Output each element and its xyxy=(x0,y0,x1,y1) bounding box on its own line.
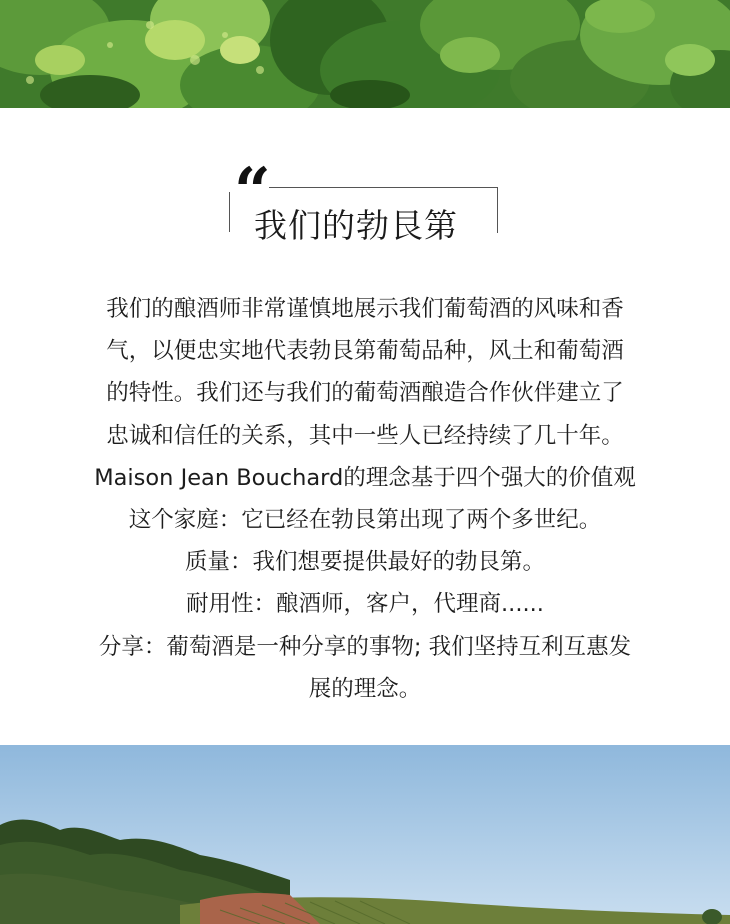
body-paragraph xyxy=(50,288,680,710)
body-line: 我们的酿酒师非常谨慎地展示我们葡萄酒的风味和香 xyxy=(106,296,624,322)
heading-frame-right xyxy=(497,187,498,233)
body-line: Maison Jean Bouchard的理念基于四个强大的价值观 xyxy=(94,464,636,491)
forest-foliage-photo xyxy=(0,0,730,108)
body-line: 的特性。我们还与我们的葡萄酒酿造合作伙伴建立了 xyxy=(106,380,624,407)
page-title: 我们的勃艮第 xyxy=(254,206,458,245)
heading-frame-left xyxy=(229,192,230,232)
heading-frame-top xyxy=(269,187,497,188)
body-line: 展的理念。 xyxy=(308,675,422,702)
body-line: 忠诚和信任的关系，其中一些人已经持续了几十年。 xyxy=(106,422,624,449)
body-line: 质量：我们想要提供最好的勃艮第。 xyxy=(184,549,545,576)
body-line: 气，以便忠实地代表勃艮第葡萄品种，风土和葡萄酒 xyxy=(106,338,624,365)
section-heading xyxy=(226,154,506,255)
body-line: 分享：葡萄酒是一种分享的事物; 我们坚持互利互惠发 xyxy=(98,633,632,660)
body-line: 耐用性：酿酒师，客户，代理商...... xyxy=(186,591,544,618)
vineyard-hillside-photo xyxy=(0,745,730,924)
body-line: 这个家庭：它已经在勃艮第出现了两个多世纪。 xyxy=(128,507,602,534)
quote-mark-icon: “ xyxy=(234,154,265,229)
